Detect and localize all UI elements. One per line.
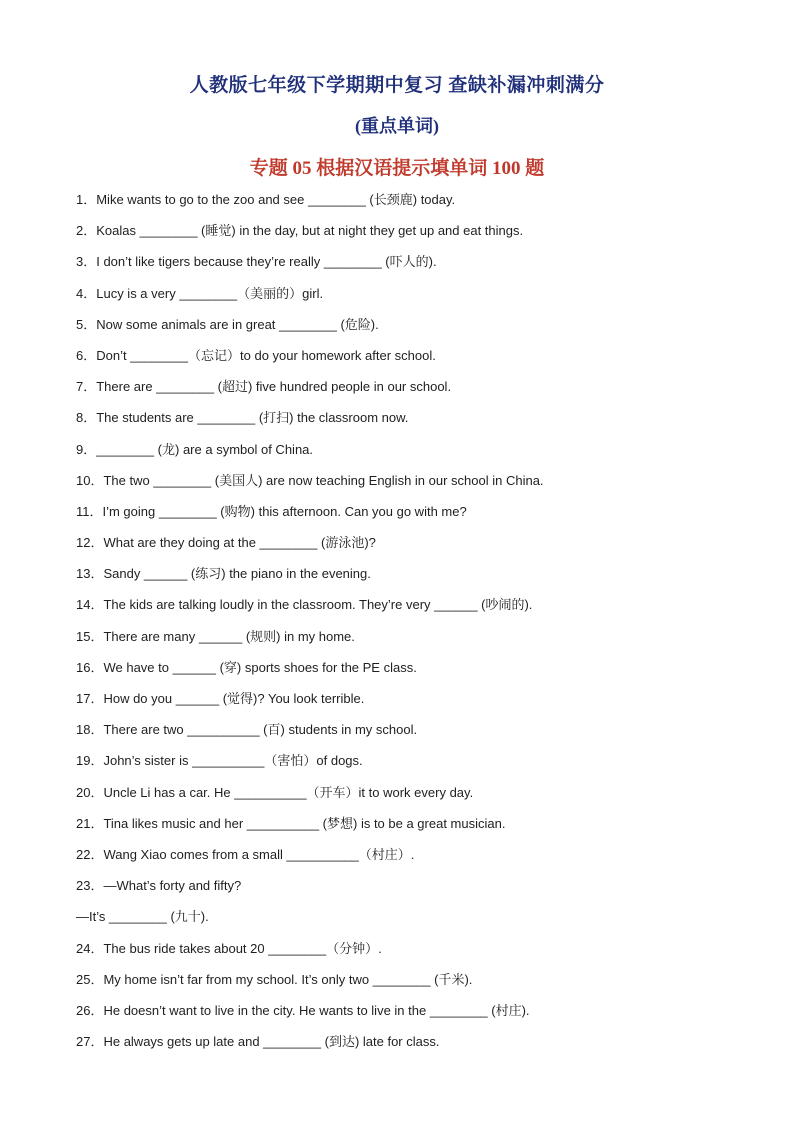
document-subtitle: (重点单词) <box>355 116 439 136</box>
question-item: 8．The students are ________ (打扫) the classroom now. <box>76 410 409 426</box>
question-item: 2．Koalas ________ (睡觉) in the day, but at night they get up and eat things. <box>76 223 524 239</box>
question-item: 25．My home isn’t far from my school. It’s only two ________ (千米). <box>76 971 473 987</box>
question-item: 18．There are two __________ (百) students in my school. <box>76 722 418 738</box>
question-item: 21．Tina likes music and her __________ (梦想) is to be a great musician. <box>76 815 506 831</box>
question-item: 22．Wang Xiao comes from a small __________（村庄）. <box>76 846 415 862</box>
question-item: 4．Lucy is a very ________（美丽的）girl. <box>76 285 324 301</box>
topic-heading: 专题 05 根据汉语提示填单词 100 题 <box>249 158 545 179</box>
question-item: 23．—What’s forty and fifty? <box>76 878 242 894</box>
question-item: 26．He doesn’t want to live in the city. He wants to live in the ________ (村庄). <box>76 1002 530 1018</box>
question-item: 10．The two ________ (美国人) are now teaching English in our school in China. <box>76 472 544 488</box>
question-item: 13．Sandy ______ (练习) the piano in the evening. <box>76 566 371 582</box>
question-item: 16．We have to ______ (穿) sports shoes for the PE class. <box>76 659 417 675</box>
question-item: 20．Uncle Li has a car. He __________（开车）it to work every day. <box>76 784 474 800</box>
question-item: 11．I’m going ________ (购物) this afternoon. Can you go with me? <box>76 503 467 519</box>
question-item: 17．How do you ______ (觉得)? You look terrible. <box>76 691 365 706</box>
question-item: 19．John’s sister is __________（害怕）of dogs. <box>76 753 363 769</box>
question-item: 7．There are ________ (超过) five hundred people in our school. <box>76 379 452 395</box>
question-list <box>76 190 736 1063</box>
question-item: 9．________ (龙) are a symbol of China. <box>76 441 314 457</box>
question-item: 24．The bus ride takes about 20 ________（分钟）. <box>76 940 382 956</box>
question-item: 1．Mike wants to go to the zoo and see ________ (长颈鹿) today. <box>76 192 456 207</box>
question-item: 15．There are many ______ (规则) in my home. <box>76 628 355 644</box>
question-item: 27．He always gets up late and ________ (到达) late for class. <box>76 1034 440 1050</box>
document-title: 人教版七年级下学期期中复习 查缺补漏冲刺满分 <box>189 75 605 96</box>
question-answer-line: —It’s ________ (九十). <box>76 909 209 925</box>
question-item: 14．The kids are talking loudly in the classroom. They’re very ______ (吵闹的). <box>76 597 533 613</box>
question-item: 12．What are they doing at the ________ (游泳池)? <box>76 535 376 551</box>
question-item: 5．Now some animals are in great ________ (危险). <box>76 316 379 332</box>
question-item: 6．Don’t ________（忘记）to do your homework after school. <box>76 347 436 363</box>
question-item: 3．I don’t like tigers because they’re really ________ (吓人的). <box>76 254 437 270</box>
